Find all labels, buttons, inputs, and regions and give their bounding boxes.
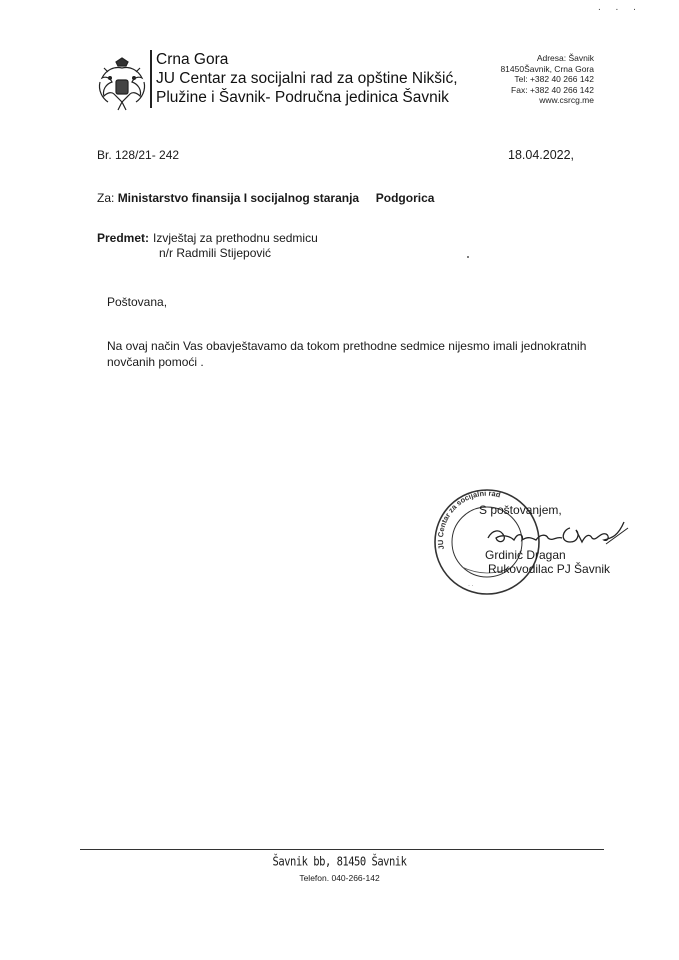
footer-address: Šavnik bb, 81450 Šavnik — [272, 854, 407, 870]
scan-speck — [467, 256, 469, 258]
recipient-city: Podgorica — [375, 191, 435, 205]
contact-website: www.csrcg.me — [539, 95, 594, 105]
subject-line1: Izvještaj za prethodnu sedmicu — [153, 231, 318, 245]
contact-phone: Tel: +382 40 266 142 — [514, 74, 594, 84]
stamp-text: JU Centar za socijalni rad — [435, 488, 502, 551]
contact-address: Adresa: Šavnik — [536, 53, 594, 63]
org-name-line1: JU Centar za socijalni rad za opštine Nikšić, — [156, 70, 458, 87]
signatory-title: Rukovodilac PJ Šavnik — [488, 562, 611, 576]
footer-phone: Telefon. 040-266-142 — [299, 873, 380, 883]
subject-label: Predmet: — [97, 231, 150, 245]
letter-body — [107, 338, 607, 370]
closing-regards: S poštovanjem, — [479, 503, 562, 517]
letter-date: 18.04.2022, — [508, 148, 575, 162]
recipient-label: Za: — [97, 191, 115, 205]
recipient-name: Ministarstvo finansija I socijalnog staranja — [117, 191, 360, 205]
svg-text:· ·: · · — [468, 583, 474, 589]
subject-text — [153, 231, 318, 261]
greeting: Poštovana, — [107, 295, 168, 309]
org-name-line2: Plužine i Šavnik- Područna jedinica Šavnik — [156, 89, 449, 106]
signatory-name: Grdinić Dragan — [485, 548, 566, 562]
contact-city: 81450Šavnik, Crna Gora — [500, 63, 594, 74]
contact-block — [470, 53, 594, 106]
contact-fax: Fax: +382 40 266 142 — [511, 84, 594, 95]
body-line1: Na ovaj način Vas obavještavamo da tokom prethodne sedmice nijesmo imali jednokratnih — [107, 339, 587, 353]
scan-artifact: . . . — [598, 2, 642, 13]
recipient-line — [97, 191, 434, 205]
footer-divider — [80, 849, 604, 850]
body-line2: novčanih pomoći . — [107, 355, 204, 369]
subject-line2: n/r Radmili Stijepović — [159, 246, 272, 260]
organization-header — [156, 50, 458, 107]
reference-number: Br. 128/21- 242 — [97, 148, 180, 162]
coat-of-arms-icon — [96, 56, 148, 114]
header-divider — [150, 50, 152, 108]
country-name: Crna Gora — [156, 51, 229, 68]
